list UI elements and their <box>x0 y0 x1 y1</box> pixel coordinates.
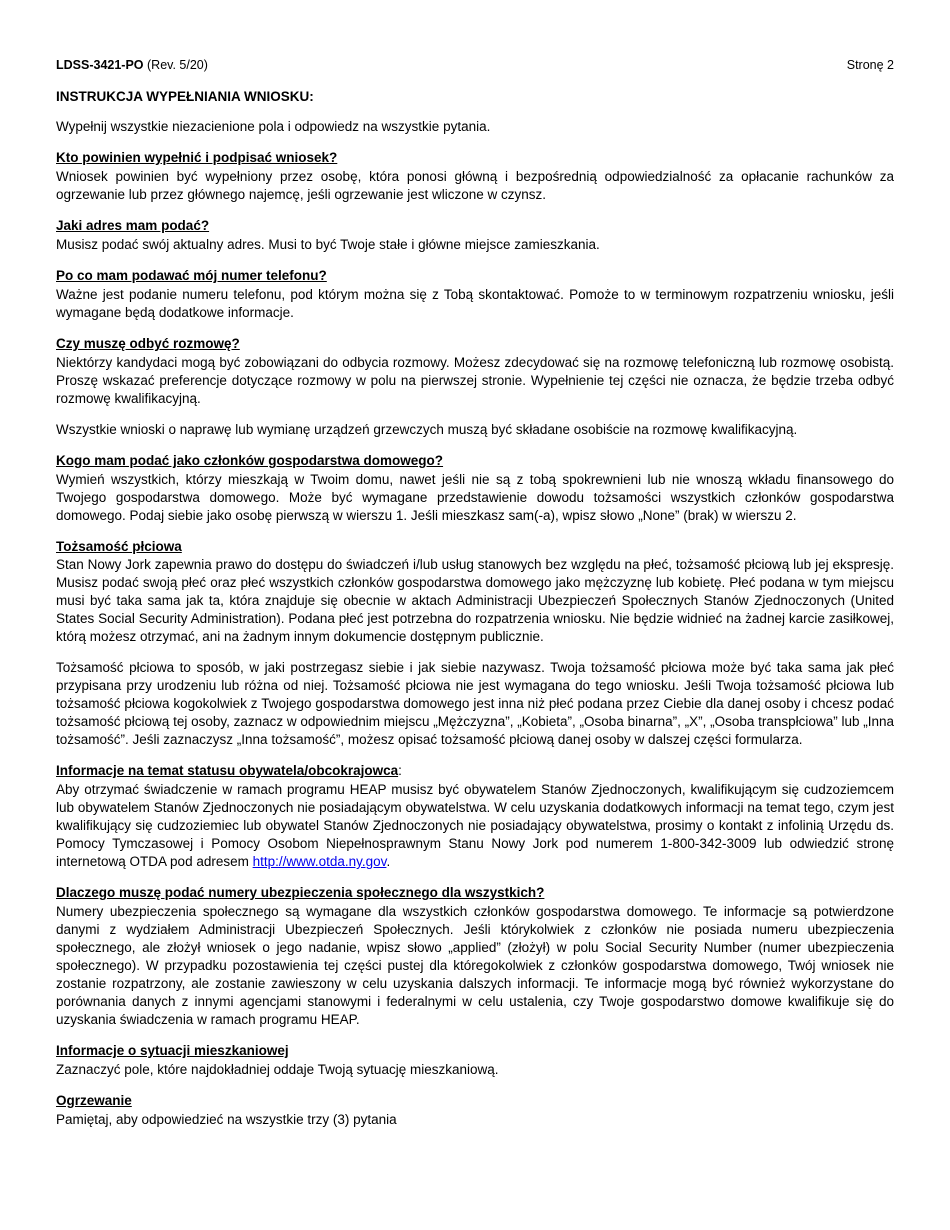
section-heading: Ogrzewanie <box>56 1093 132 1108</box>
intro-text: Wypełnij wszystkie niezacienione pola i odpowiedz na wszystkie pytania. <box>56 119 491 134</box>
citizenship-text-end: . <box>386 854 391 869</box>
section-address <box>56 217 894 254</box>
section-heading: Dlaczego muszę podać numery ubezpieczenia społecznego dla wszystkich? <box>56 885 545 900</box>
section-household <box>56 452 894 525</box>
section-text: Wszystkie wnioski o naprawę lub wymianę urządzeń grzewczych muszą być składane osobiście na rozmowę kwalifikacyjną. <box>56 422 798 437</box>
heading-colon: : <box>398 763 402 778</box>
form-identifier <box>56 57 208 73</box>
section-heading: Czy muszę odbyć rozmowę? <box>56 336 240 351</box>
page-title: INSTRUKCJA WYPEŁNIANIA WNIOSKU: <box>56 89 314 104</box>
section-heading: Po co mam podawać mój numer telefonu? <box>56 268 327 283</box>
form-id-number: LDSS-3421-PO <box>56 58 144 72</box>
section-text: Tożsamość płciowa to sposób, w jaki postrzegasz siebie i jak siebie nazywasz. Twoja tożsamość płciowa może być taka sama jak płeć przypisana przy urodzeniu lub różna od niej. Tożsamość płciowa nie jest wymagana do tego wniosku. Jeśli Twoja tożsamość płciowa lub tożsamość płciowa kogokolwiek z Twojego gospodarstwa domowego jest inna niż płeć podana przez Ciebie dla danej osoby i chcesz podać tożsamość płciową tej osoby, zaznacz w odpowiednim miejscu „Mężczyzna”, „Kobieta”, „Osoba binarna”, „X”, „Osoba transpłciowa” lub „Inna tożsamość”. Jeśli zaznaczysz „Inna tożsamość”, możesz opisać tożsamość płciową danej osoby w dalszej części formularza. <box>56 660 894 747</box>
section-heading: Kogo mam podać jako członków gospodarstwa domowego? <box>56 453 444 468</box>
section-text: Stan Nowy Jork zapewnia prawo do dostępu do świadczeń i/lub usług stanowych bez względu na płeć, tożsamość płciową lub jej ekspresję. Musisz podać swoją płeć oraz płeć wszystkich członków gospodarstwa domowego jako mężczyznę lub kobietę. Płeć podana w tym miejscu musi być taka sama jak ta, która znajduje się obecnie w aktach Administracji Ubezpieczeń Społecznych Stanów Zjednoczonych (United States Social Security Administration). Podana płeć jest potrzebna do rozpatrzenia wniosku. Nie będzie widnieć na żadnej karcie zasiłkowej, którą możesz otrzymać, ani na żadnym innym dokumencie dostępnym publicznie. <box>56 557 894 644</box>
section-text: Musisz podać swój aktualny adres. Musi to być Twoje stałe i główne miejsce zamieszkania. <box>56 237 600 252</box>
document-page <box>56 57 894 1129</box>
section-heading: Informacje na temat statusu obywatela/obcokrajowca <box>56 763 399 778</box>
form-revision: (Rev. 5/20) <box>143 58 208 72</box>
section-text: Numery ubezpieczenia społecznego są wymagane dla wszystkich członków gospodarstwa domowego. Te informacje są potwierdzone danymi z wydziałem Administracji Ubezpieczeń Społecznych. Jeśli którykolwiek z członków nie posiada numeru ubezpieczenia społecznego, ale złożył wniosek o jego nadanie, wpisz słowo „applied” (złożył) w polu Social Security Number (numer ubezpieczenia społecznego). W przypadku pozostawienia tej części pustej dla któregokolwiek z członków gospodarstwa domowego, Twój wniosek nie zostanie rozpatrzony, ale zostanie zawieszony w celu uzyskania dalszych informacji. Te informacje mogą być również wykorzystane do porównania danych z innymi agencjami stanowymi i federalnymi w celu ustalenia, czy Twoje gospodarstwo domowe kwalifikuje się do uzyskania świadczenia w ramach programu HEAP. <box>56 904 894 1027</box>
section-interview <box>56 335 894 439</box>
page-header <box>56 57 894 73</box>
section-text <box>56 781 894 871</box>
section-text: Niektórzy kandydaci mogą być zobowiązani do odbycia rozmowy. Możesz zdecydować się na rozmowę telefoniczną lub rozmowę osobistą. Proszę wskazać preferencje dotyczące rozmowy w polu na pierwszej stronie. Wypełnienie tej części nie oznacza, że będzie trzeba odbyć rozmowę kwalifikacyjną. <box>56 355 894 406</box>
section-heading: Jaki adres mam podać? <box>56 218 210 233</box>
section-housing <box>56 1042 894 1079</box>
section-text: Wymień wszystkich, którzy mieszkają w Twoim domu, nawet jeśli nie są z tobą spokrewnieni lub nie wnoszą wkładu finansowego do Twojego gospodarstwa domowego. Może być wymagane przedstawienie dowodu tożsamości wszystkich członków gospodarstwa domowego. Podaj siebie jako osobę pierwszą w wierszu 1. Jeśli mieszkasz sam(-a), wpisz słowo „None” (brak) w wierszu 2. <box>56 472 894 523</box>
page-number: Stronę 2 <box>846 58 894 72</box>
section-heading: Informacje o sytuacji mieszkaniowej <box>56 1043 289 1058</box>
section-text: Pamiętaj, aby odpowiedzieć na wszystkie trzy (3) pytania <box>56 1112 397 1127</box>
section-text: Wniosek powinien być wypełniony przez osobę, która ponosi główną i bezpośrednią odpowiedzialność za opłacanie rachunków za ogrzewanie lub przez głównego najemcę, jeśli ogrzewanie jest wliczone w czynsz. <box>56 169 894 202</box>
citizenship-text: Aby otrzymać świadczenie w ramach programu HEAP musisz być obywatelem Stanów Zjednoczonych, kwalifikującym się cudzoziemcem lub obywatelem Stanów Zjednoczonych nie posiadającym obywatelstwa. W celu uzyskania dodatkowych informacji na temat tego, czym jest kwalifikujący się cudzoziemiec lub obywatel Stanów Zjednoczonych nie posiadający obywatelstwa, prosimy o kontakt z infolinią Urzędu ds. Pomocy Tymczasowej i Pomocy Osobom Niepełnosprawnym Stanu Nowy Jork pod numerem 1-800-342-3009 lub odwiedzić stronę internetową OTDA pod adresem <box>56 782 894 869</box>
section-heating <box>56 1092 894 1129</box>
section-phone <box>56 267 894 322</box>
section-who-signs <box>56 149 894 204</box>
section-ssn <box>56 884 894 1029</box>
section-heading: Tożsamość płciowa <box>56 539 182 554</box>
section-text: Zaznaczyć pole, które najdokładniej oddaje Twoją sytuację mieszkaniową. <box>56 1062 499 1077</box>
section-citizenship <box>56 762 894 871</box>
section-heading: Kto powinien wypełnić i podpisać wniosek? <box>56 150 338 165</box>
section-gender-identity <box>56 538 894 749</box>
section-text: Ważne jest podanie numeru telefonu, pod którym można się z Tobą skontaktować. Pomoże to w terminowym rozpatrzeniu wniosku, jeśli wymagane będą dodatkowe informacje. <box>56 287 894 320</box>
section-heading-row <box>56 762 894 780</box>
otda-website-link[interactable]: http://www.otda.ny.gov <box>252 854 387 869</box>
